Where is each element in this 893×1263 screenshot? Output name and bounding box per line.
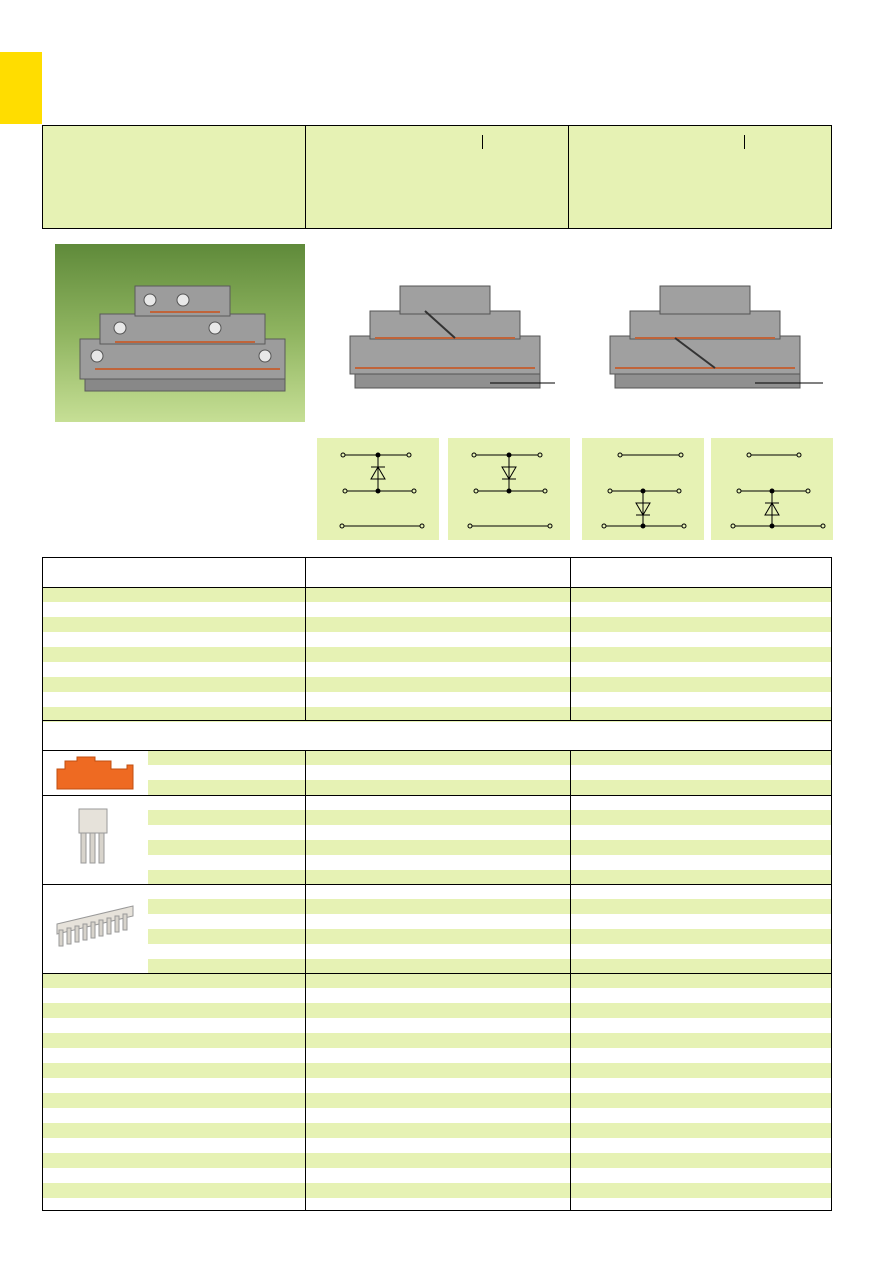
circuit-diagram-4 [711, 438, 833, 540]
table-row-stripe [43, 1003, 831, 1018]
row-divider [43, 750, 831, 751]
column-divider [570, 558, 571, 720]
diode-upper-down-icon [448, 438, 570, 540]
page-tab-marker [0, 52, 42, 124]
header-box [42, 125, 832, 229]
header-cell-1 [43, 126, 306, 228]
jumper-10-way-icon [53, 902, 137, 948]
diode-lower-up-icon [711, 438, 833, 540]
spec-table [42, 557, 832, 1211]
header-cell-3 [569, 126, 831, 228]
row-divider [43, 587, 831, 588]
row-divider [43, 973, 831, 974]
terminal-block-with-diode-right-icon [605, 276, 825, 406]
table-row-stripe [43, 1183, 831, 1198]
table-row-stripe [148, 870, 831, 885]
table-row-stripe [43, 617, 831, 632]
table-row-stripe [43, 1153, 831, 1168]
orange-marker-carrier-icon [55, 755, 135, 791]
header-cell-2 [306, 126, 569, 228]
table-row-stripe [43, 1093, 831, 1108]
jumper-3-way-icon [75, 805, 111, 867]
table-row-stripe [148, 810, 831, 825]
table-row-stripe [43, 677, 831, 692]
terminal-block-with-diode-left-icon [345, 276, 555, 406]
main-photo [55, 244, 305, 422]
table-row-stripe [148, 959, 831, 974]
product-drawing-right [605, 276, 815, 406]
row-divider [43, 884, 831, 885]
table-row-stripe [148, 780, 831, 795]
column-divider [570, 750, 571, 1210]
row-divider [43, 720, 831, 721]
column-divider [305, 750, 306, 1210]
circuit-diagram-2 [448, 438, 570, 540]
header-marker [482, 135, 483, 149]
header-marker [744, 135, 745, 149]
table-row-stripe [43, 1063, 831, 1078]
table-row-stripe [43, 1123, 831, 1138]
table-row-stripe [148, 899, 831, 914]
table-row-stripe [43, 973, 831, 988]
table-row-stripe [43, 587, 831, 602]
diode-upper-up-icon [317, 438, 439, 540]
table-row-stripe [148, 750, 831, 765]
row-divider [43, 795, 831, 796]
accessory-image-1 [55, 755, 135, 796]
terminal-block-photo-icon [55, 244, 305, 422]
table-row-stripe [43, 1033, 831, 1048]
table-row-stripe [148, 840, 831, 855]
circuit-diagram-3 [582, 438, 704, 540]
table-row-stripe [148, 929, 831, 944]
diode-lower-down-icon [582, 438, 704, 540]
accessory-image-3 [53, 902, 137, 953]
product-drawing-left [345, 276, 555, 406]
accessory-image-2 [75, 805, 111, 872]
column-divider [305, 558, 306, 720]
table-row-stripe [43, 647, 831, 662]
circuit-diagram-1 [317, 438, 439, 540]
